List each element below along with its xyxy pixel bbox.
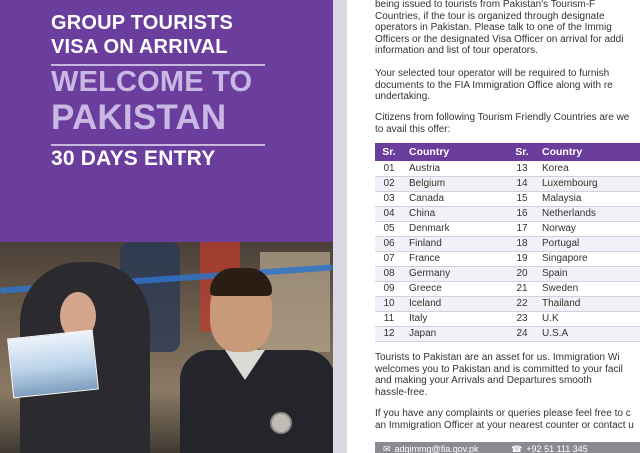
country-table-body — [375, 161, 640, 341]
row-number: 04 — [375, 206, 403, 221]
row-number: 02 — [375, 176, 403, 191]
text-line: welcomes you to Pakistan and is committed to your facil — [375, 363, 623, 375]
heading-visa-on-arrival: VISA ON ARRIVAL — [51, 36, 228, 58]
text-line: to avail this offer: — [375, 123, 451, 135]
text-line: an Immigration Officer at your nearest counter or contact u — [375, 419, 634, 431]
row-country: Japan — [403, 326, 508, 341]
immigration-counter-photo — [0, 242, 333, 453]
row-country: France — [403, 251, 508, 266]
col-header-sr: Sr. — [375, 143, 403, 161]
row-country: Denmark — [403, 221, 508, 236]
row-number: 19 — [508, 251, 536, 266]
text-line: undertaking. — [375, 91, 431, 102]
row-number: 09 — [375, 281, 403, 296]
table-row — [375, 326, 640, 341]
row-country: Finland — [403, 236, 508, 251]
row-country: Belgium — [403, 176, 508, 191]
text-line: Citizens from following Tourism Friendly Countries are we — [375, 112, 630, 123]
text-line: and making your Arrivals and Departures smooth — [375, 375, 592, 386]
table-row — [375, 251, 640, 266]
row-number: 12 — [375, 326, 403, 341]
row-country: China — [403, 206, 508, 221]
table-row — [375, 176, 640, 191]
row-country: Singapore — [536, 251, 640, 266]
text-line: operators in Pakistan. Please talk to one of the Immig — [375, 22, 612, 33]
row-number: 05 — [375, 221, 403, 236]
info-page — [347, 0, 640, 453]
text-line: information and list of tour operators. — [375, 45, 538, 56]
row-number: 13 — [508, 161, 536, 176]
row-number: 01 — [375, 161, 403, 176]
table-row — [375, 161, 640, 176]
table-row — [375, 311, 640, 326]
officer-badge-icon — [270, 412, 292, 434]
paragraph-complaints — [375, 408, 640, 431]
row-number: 18 — [508, 236, 536, 251]
row-country: Canada — [403, 191, 508, 206]
email-icon: ✉ — [383, 444, 391, 453]
row-country: Spain — [536, 266, 640, 281]
contact-email: adgimmg@fia.gov.pk — [394, 444, 479, 453]
paragraph-visa-issuance — [375, 0, 640, 57]
heading-30-days-entry: 30 DAYS ENTRY — [51, 147, 216, 170]
col-header-country: Country — [403, 143, 508, 161]
country-table — [375, 143, 640, 342]
table-header-row — [375, 143, 640, 161]
row-number: 06 — [375, 236, 403, 251]
table-row — [375, 236, 640, 251]
row-country: Netherlands — [536, 206, 640, 221]
col-header-country: Country — [536, 143, 640, 161]
text-line: being issued to tourists from Pakistan's Tourism-F — [375, 0, 596, 10]
table-row — [375, 266, 640, 281]
col-header-sr: Sr. — [508, 143, 536, 161]
text-line: If you have any complaints or queries please feel free to c — [375, 408, 631, 419]
text-line: documents to the FIA Immigration Office along with re — [375, 79, 613, 91]
row-number: 20 — [508, 266, 536, 281]
row-country: Germany — [403, 266, 508, 281]
paragraph-tourists-asset — [375, 352, 640, 398]
row-number: 23 — [508, 311, 536, 326]
row-country: Sweden — [536, 281, 640, 296]
row-number: 16 — [508, 206, 536, 221]
table-row — [375, 296, 640, 311]
row-number: 15 — [508, 191, 536, 206]
divider-bottom — [51, 144, 265, 146]
title-block — [0, 0, 333, 242]
row-country: Norway — [536, 221, 640, 236]
row-country: Malaysia — [536, 191, 640, 206]
row-country: Portugal — [536, 236, 640, 251]
row-number: 24 — [508, 326, 536, 341]
text-line: Officers or the designated Visa Officer on arrival for addi — [375, 33, 624, 45]
contact-phone: +92 51 111 345 — [526, 444, 588, 453]
row-number: 22 — [508, 296, 536, 311]
row-number: 14 — [508, 176, 536, 191]
row-country: Thailand — [536, 296, 640, 311]
table-row — [375, 281, 640, 296]
table-row — [375, 206, 640, 221]
officer-hair — [210, 268, 272, 296]
row-country: Luxembourg — [536, 176, 640, 191]
phone-icon: ☎ — [511, 444, 523, 453]
row-country: Austria — [403, 161, 508, 176]
heading-welcome-to: WELCOME TO — [51, 66, 253, 98]
photo-brochure-leaflet — [7, 330, 99, 399]
row-number: 17 — [508, 221, 536, 236]
table-row — [375, 221, 640, 236]
row-country: Greece — [403, 281, 508, 296]
text-line: hassle-free. — [375, 386, 428, 398]
heading-pakistan: PAKISTAN — [51, 98, 227, 137]
row-number: 11 — [375, 311, 403, 326]
text-line: Your selected tour operator will be required to furnish — [375, 68, 610, 79]
heading-group-tourists: GROUP TOURISTS — [51, 12, 234, 34]
row-number: 08 — [375, 266, 403, 281]
row-number: 21 — [508, 281, 536, 296]
row-number: 07 — [375, 251, 403, 266]
row-country: Korea — [536, 161, 640, 176]
table-row — [375, 191, 640, 206]
text-line: Tourists to Pakistan are an asset for us. Immigration Wi — [375, 352, 620, 363]
contact-bar — [375, 442, 640, 453]
row-number: 10 — [375, 296, 403, 311]
photo-immigration-officer — [175, 272, 333, 453]
row-number: 03 — [375, 191, 403, 206]
row-country: Italy — [403, 311, 508, 326]
text-line: Countries, if the tour is organized through designate — [375, 10, 605, 22]
paragraph-eligible-citizens — [375, 112, 640, 135]
row-country: Iceland — [403, 296, 508, 311]
row-country: U.K — [536, 311, 640, 326]
row-country: U.S.A — [536, 326, 640, 341]
paragraph-tour-operator — [375, 68, 640, 103]
officer-uniform — [180, 350, 333, 453]
page-gutter — [333, 0, 347, 453]
